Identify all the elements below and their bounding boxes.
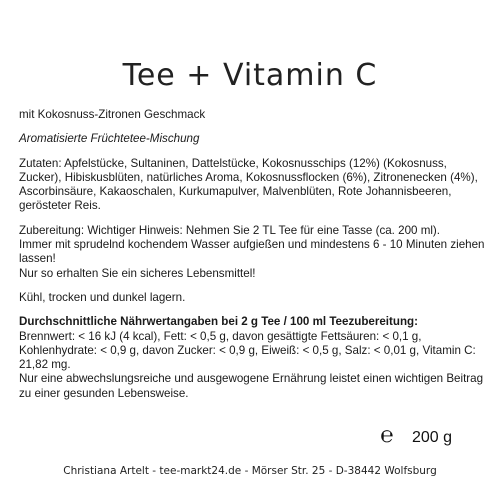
storage-text: Kühl, trocken und dunkel lagern. xyxy=(19,290,186,304)
estimated-sign-icon: ℮ xyxy=(380,423,394,448)
preparation-line-1: Zubereitung: Wichtiger Hinweis: Nehmen Sie 2 TL Tee für eine Tasse (ca. 200 ml). xyxy=(19,223,441,237)
product-type: Aromatisierte Früchtetee-Mischung xyxy=(19,132,200,146)
company-footer: Christiana Artelt - tee-markt24.de - Mörser Str. 25 - D-38442 Wolfsburg xyxy=(63,465,437,477)
preparation-line-2: Immer mit sprudelnd kochendem Wasser aufgießen und mindestens 6 - 10 Minuten ziehen lassen! xyxy=(19,238,485,266)
label-content xyxy=(19,108,485,401)
nutrition-values: Brennwert: < 16 kJ (4 kcal), Fett: < 0,5 g, davon gesättigte Fettsäuren: < 0,1 g, Kohlenhydrate: < 0,9 g, davon Zucker: < 0,9 g, Eiweiß: < 0,5 g, Salz: < 0,01 g, Vitamin C: 21,82 mg. xyxy=(19,329,476,372)
net-weight xyxy=(380,422,452,448)
preparation-line-3: Nur so erhalten Sie ein sicheres Lebensmittel! xyxy=(19,266,256,280)
nutrition-note: Nur eine abwechslungsreiche und ausgewogene Ernährung leistet einen wichtigen Beitrag zu einer gesunden Lebensweise. xyxy=(19,372,484,400)
flavor-subtitle: mit Kokosnuss-Zitronen Geschmack xyxy=(19,108,206,121)
nutrition-heading: Durchschnittliche Nährwertangaben bei 2 g Tee / 100 ml Teezubereitung: xyxy=(19,315,418,329)
ingredients-text: Zutaten: Apfelstücke, Sultaninen, Dattelstücke, Kokosnusschips (12%) (Kokosnuss, Zucker), Hibiskusblüten, natürliches Aroma, Kokosnussflocken (6%), Zitronenecken (4%), Ascorbinsäure, Kakaoschalen, Kurkumapulver, Malvenblüten, Rote Johannisbeeren, gerösteter Reis. xyxy=(19,156,478,213)
product-title: Tee + Vitamin C xyxy=(122,58,378,93)
weight-amount: 200 g xyxy=(411,429,452,446)
